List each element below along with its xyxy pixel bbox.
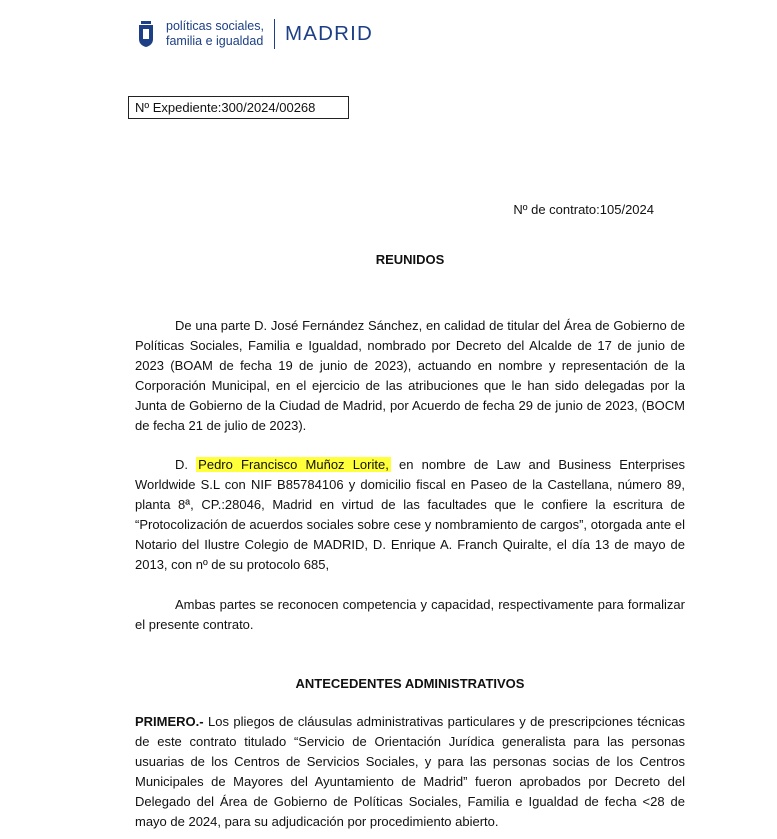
both-parties-paragraph	[135, 595, 685, 635]
party1-text: De una parte D. José Fernández Sánchez, en calidad de titular del Área de Gobierno de Políticas Sociales, Familia e Igualdad, nombrado por Decreto del Alcalde de 17 de junio de 2023 (BOAM de fecha 19 de junio de 2023), actuando en nombre y representación de la Corporación Municipal, en el ejercicio de las atribuciones que le han sido delegadas por la Junta de Gobierno de la Ciudad de Madrid, por Acuerdo de fecha 29 de junio de 2023, (BOCM de fecha 21 de julio de 2023).	[135, 318, 685, 433]
logo-divider	[274, 19, 275, 49]
primero-label: PRIMERO.-	[135, 714, 204, 729]
logo-city: MADRID	[284, 22, 374, 45]
party1-paragraph	[135, 316, 685, 436]
both-parties-text: Ambas partes se reconocen competencia y capacidad, respectivamente para formalizar el presente contrato.	[135, 597, 685, 632]
party2-rest: en nombre de Law and Business Enterprises Worldwide S.L con NIF B85784106 y domicilio fiscal en Paseo de la Castellana, número 89, planta 8ª, CP.:28046, Madrid en virtud de las facultades que le confiere la escritura de “Protocolización de acuerdos sociales sobre cese y nombramiento de cargos”, otorgada ante el Notario del Ilustre Colegio de MADRID, D. Enrique A. Franch Quiralte, el día 13 de mayo de 2013, con nº de su protocolo 685,	[135, 457, 685, 572]
section-reunidos-heading: REUNIDOS	[375, 252, 445, 267]
party2-prefix: D.	[175, 457, 188, 472]
section-antecedentes-heading: ANTECEDENTES ADMINISTRATIVOS	[295, 676, 525, 691]
madrid-emblem-icon	[138, 21, 154, 47]
logo-department: políticas sociales, familia e igualdad	[166, 19, 264, 48]
party2-paragraph	[135, 455, 685, 575]
primero-paragraph	[135, 712, 685, 832]
party2-name-highlight: Pedro Francisco Muñoz Lorite,	[198, 457, 389, 472]
header-logo	[138, 19, 373, 49]
expediente-box: Nº Expediente:300/2024/00268	[128, 96, 349, 119]
contract-number: Nº de contrato:105/2024	[513, 202, 654, 217]
primero-text: Los pliegos de cláusulas administrativas particulares y de prescripciones técnicas de este contrato titulado “Servicio de Orientación Jurídica generalista para las personas usuarias de los Centros de Servicios Sociales, y para las personas socias de los Centros Municipales de Mayores del Ayuntamiento de Madrid” fueron aprobados por Decreto del Delegado del Área de Gobierno de Políticas Sociales, Familia e Igualdad de fecha <28 de mayo de 2024, para su adjudicación por procedimiento abierto.	[135, 714, 685, 829]
